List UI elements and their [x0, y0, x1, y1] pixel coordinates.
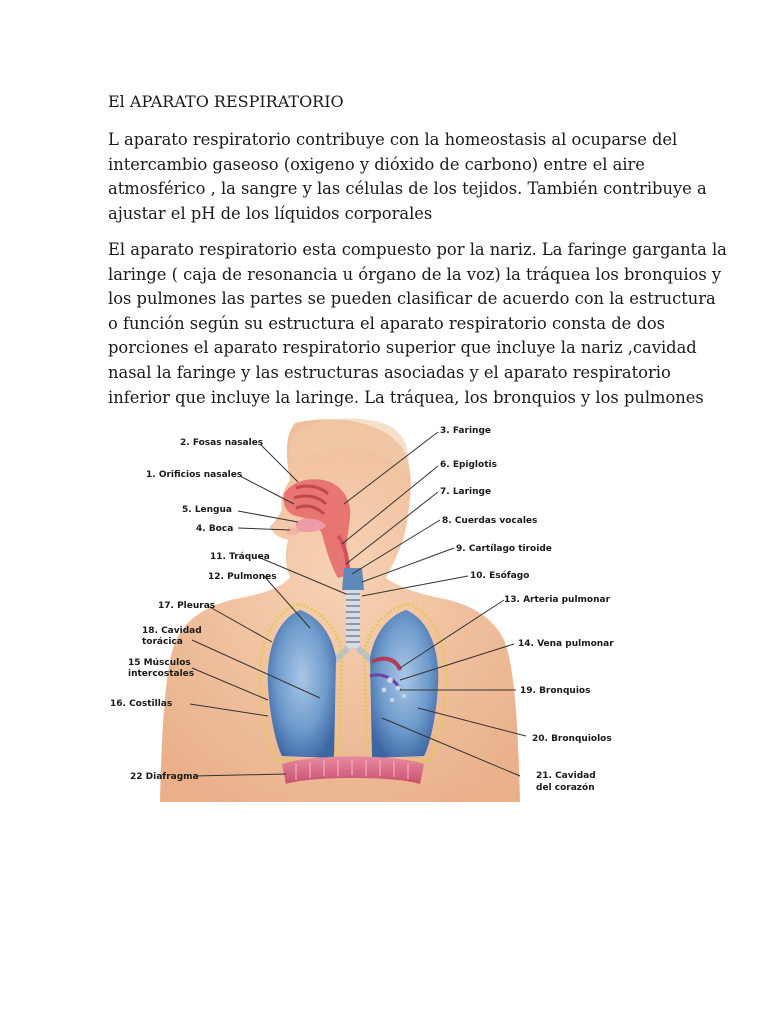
label-boca: 4. Boca — [196, 524, 234, 534]
paragraph-composition — [108, 238, 727, 410]
paragraph-line: atmosférico , la sangre y las células de los tejidos. También contribuye a — [108, 179, 707, 199]
label-cavidad-corazon: 21. Cavidad — [536, 771, 596, 781]
paragraph-line: L aparato respiratorio contribuye con la homeostasis al ocuparse del — [108, 130, 678, 149]
label-musculos-intercostales-2: intercostales — [128, 669, 195, 679]
label-cuerdas-vocales: 8. Cuerdas vocales — [442, 516, 538, 526]
label-bronquiolos: 20. Bronquiolos — [532, 734, 612, 744]
paragraph-line: los pulmones las partes se pueden clasificar de acuerdo con la estructura — [108, 289, 716, 309]
label-cavidad-toracica-2: torácica — [142, 637, 183, 647]
label-fosas-nasales: 2. Fosas nasales — [180, 438, 264, 448]
label-cavidad-corazon-2: del corazón — [536, 783, 595, 793]
label-laringe: 7. Laringe — [440, 487, 492, 497]
respiratory-system-diagram — [100, 418, 640, 802]
label-traquea: 11. Tráquea — [210, 552, 270, 562]
label-bronquios: 19. Bronquios — [520, 686, 591, 696]
paragraph-line: El aparato respiratorio esta compuesto por la nariz. La faringe garganta la — [108, 240, 727, 259]
label-pulmones: 12. Pulmones — [208, 572, 277, 582]
paragraph-line: inferior que incluye la laringe. La tráquea, los bronquios y los pulmones — [108, 387, 704, 407]
label-vena-pulmonar: 14. Vena pulmonar — [518, 639, 614, 649]
label-cartilago-tiroide: 9. Cartílago tiroide — [456, 544, 552, 554]
paragraph-line: nasal la faringe y las estructuras asociadas y el aparato respiratorio — [108, 362, 671, 382]
paragraph-line: porciones el aparato respiratorio superior que incluye la nariz ,cavidad — [108, 338, 697, 358]
paragraph-homeostasis — [108, 128, 707, 226]
label-arteria-pulmonar: 13. Arteria pulmonar — [504, 595, 611, 605]
document-title: El APARATO RESPIRATORIO — [108, 92, 344, 111]
label-faringe: 3. Faringe — [440, 426, 491, 436]
label-costillas: 16. Costillas — [110, 699, 173, 709]
label-cavidad-toracica: 18. Cavidad — [142, 626, 202, 636]
label-diafragma: 22 Diafragma — [130, 772, 199, 782]
paragraph-line: intercambio gaseoso (oxigeno y dióxido de carbono) entre el aire — [108, 154, 645, 174]
paragraph-line: o función según su estructura el aparato respiratorio consta de dos — [108, 313, 666, 333]
paragraph-line: laringe ( caja de resonancia u órgano de la voz) la tráquea los bronquios y — [108, 264, 722, 284]
label-esofago: 10. Esófago — [470, 571, 530, 581]
label-musculos-intercostales: 15 Músculos — [128, 658, 191, 668]
label-epiglotis: 6. Epiglotis — [440, 460, 497, 470]
label-lengua: 5. Lengua — [182, 505, 232, 515]
label-orificios-nasales: 1. Orificios nasales — [146, 470, 243, 480]
label-pleuras: 17. Pleuras — [158, 601, 216, 611]
paragraph-line: ajustar el pH de los líquidos corporales — [108, 203, 433, 223]
